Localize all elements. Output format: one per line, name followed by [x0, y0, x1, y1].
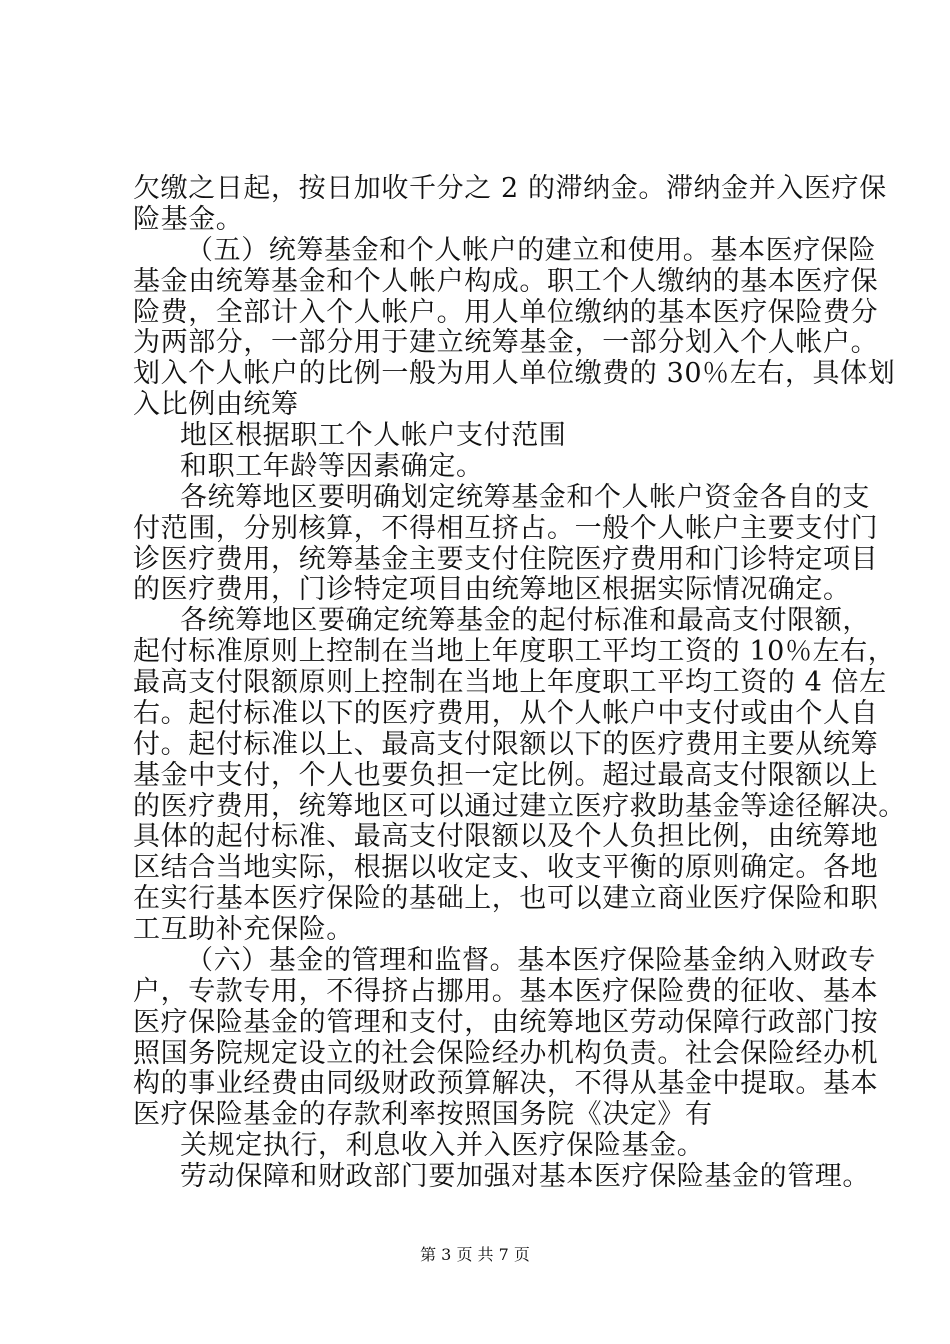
text-line-7: 划入个人帐户的比例一般为用人单位缴费的 30％左右，具体划 — [133, 358, 896, 389]
text-line-16: 起付标准原则上控制在当地上年度职工平均工资的 10％左右， — [133, 636, 896, 667]
text-line-8: 入比例由统筹 — [133, 389, 299, 420]
text-line-21: 的医疗费用，统筹地区可以通过建立医疗救助基金等途径解决。 — [133, 791, 906, 822]
text-line-1: 欠缴之日起，按日加收千分之 2 的滞纳金。滞纳金并入医疗保 — [133, 173, 887, 204]
text-line-15: 各统筹地区要确定统筹基金的起付标准和最高支付限额， — [180, 605, 870, 636]
text-line-23: 区结合当地实际，根据以收定支、收支平衡的原则确定。各地 — [133, 852, 879, 883]
text-line-28: 医疗保险基金的管理和支付，由统筹地区劳动保障行政部门按 — [133, 1007, 879, 1038]
text-line-2: 险基金。 — [133, 204, 244, 235]
text-line-22: 具体的起付标准、最高支付限额以及个人负担比例，由统筹地 — [133, 821, 879, 852]
text-line-12: 付范围，分别核算，不得相互挤占。一般个人帐户主要支付门 — [133, 513, 879, 544]
text-line-30: 构的事业经费由同级财政预算解决，不得从基金中提取。基本 — [133, 1068, 879, 1099]
text-line-29: 照国务院规定设立的社会保险经办机构负责。社会保险经办机 — [133, 1038, 879, 1069]
text-line-24: 在实行基本医疗保险的基础上，也可以建立商业医疗保险和职 — [133, 883, 879, 914]
text-line-31: 医疗保险基金的存款利率按照国务院《决定》有 — [133, 1099, 713, 1130]
text-line-18: 右。起付标准以下的医疗费用，从个人帐户中支付或由个人自 — [133, 698, 879, 729]
text-line-32: 关规定执行，利息收入并入医疗保险基金。 — [180, 1130, 705, 1161]
text-line-14: 的医疗费用，门诊特定项目由统筹地区根据实际情况确定。 — [133, 574, 851, 605]
text-line-4: 基金由统筹基金和个人帐户构成。职工个人缴纳的基本医疗保 — [133, 266, 879, 297]
text-line-6: 为两部分，一部分用于建立统筹基金，一部分划入个人帐户。 — [133, 327, 879, 358]
text-line-5: 险费，全部计入个人帐户。用人单位缴纳的基本医疗保险费分 — [133, 297, 879, 328]
text-line-26: （六）基金的管理和监督。基本医疗保险基金纳入财政专 — [186, 945, 876, 976]
text-line-25: 工互助补充保险。 — [133, 914, 354, 945]
text-line-9: 地区根据职工个人帐户支付范围 — [180, 420, 567, 451]
text-line-11: 各统筹地区要明确划定统筹基金和个人帐户资金各自的支 — [180, 482, 870, 513]
text-line-20: 基金中支付，个人也要负担一定比例。超过最高支付限额以上 — [133, 760, 879, 791]
text-line-3: （五）统筹基金和个人帐户的建立和使用。基本医疗保险 — [186, 235, 876, 266]
text-line-17: 最高支付限额原则上控制在当地上年度职工平均工资的 4 倍左 — [133, 667, 887, 698]
text-line-13: 诊医疗费用，统筹基金主要支付住院医疗费用和门诊特定项目 — [133, 544, 879, 575]
text-line-19: 付。起付标准以上、最高支付限额以下的医疗费用主要从统筹 — [133, 729, 879, 760]
text-line-27: 户，专款专用，不得挤占挪用。基本医疗保险费的征收、基本 — [133, 976, 879, 1007]
text-line-10: 和职工年龄等因素确定。 — [180, 451, 484, 482]
text-line-33: 劳动保障和财政部门要加强对基本医疗保险基金的管理。 — [180, 1161, 870, 1192]
page-footer: 第 3 页 共 7 页 — [420, 1245, 530, 1264]
